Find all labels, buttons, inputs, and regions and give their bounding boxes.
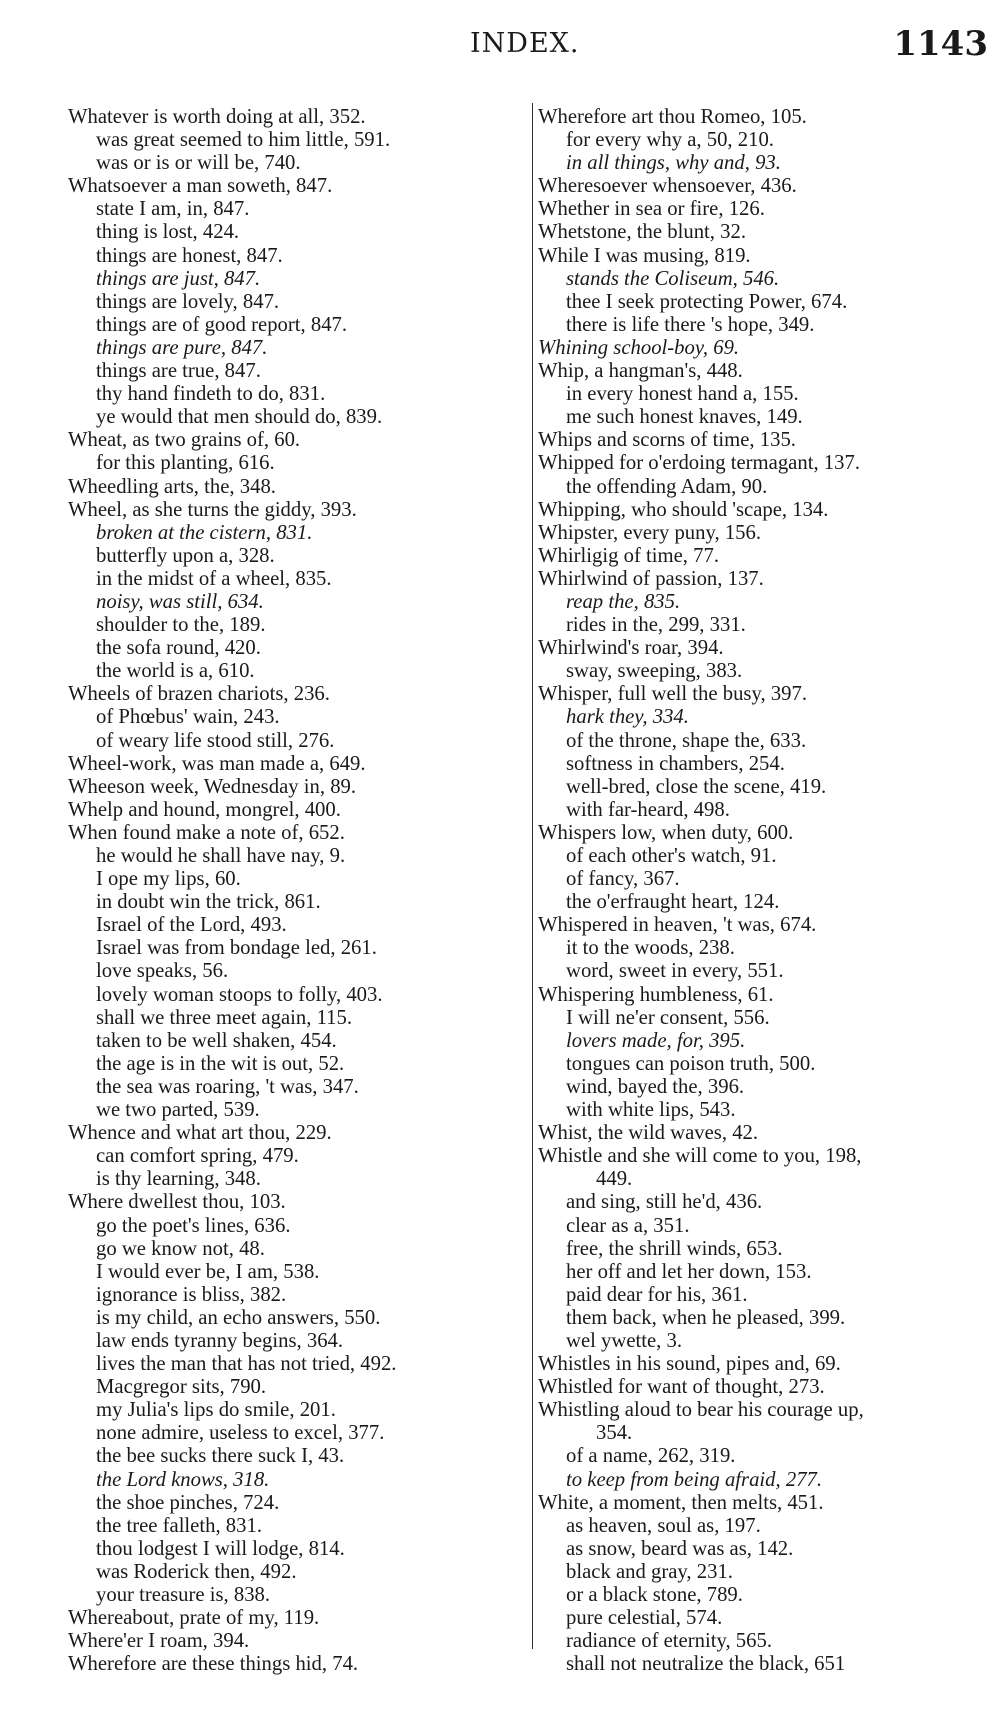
index-entry: Wheels of brazen chariots, 236. — [68, 683, 330, 706]
index-subentry: go the poet's lines, 636. — [96, 1214, 291, 1237]
index-subentry: Israel of the Lord, 493. — [96, 914, 287, 937]
index-subentry: thing is lost, 424. — [96, 221, 240, 244]
index-entry: Whatsoever a man soweth, 847. — [68, 175, 333, 198]
index-entry: Whispers low, when duty, 600. — [538, 821, 794, 844]
index-entry: Wheat, as two grains of, 60. — [68, 429, 301, 452]
index-subentry: pure celestial, 574. — [566, 1607, 723, 1630]
index-subentry: of the throne, shape the, 633. — [566, 729, 807, 752]
index-subentry: well-bred, close the scene, 419. — [566, 775, 827, 798]
index-entry: Wheedling arts, the, 348. — [68, 475, 276, 498]
index-subentry: wind, bayed the, 396. — [566, 1075, 745, 1098]
index-subentry: black and gray, 231. — [566, 1560, 733, 1583]
index-subentry: with white lips, 543. — [566, 1099, 736, 1122]
index-subentry: the sea was roaring, 't was, 347. — [96, 1075, 359, 1098]
index-subentry: Israel was from bondage led, 261. — [96, 937, 377, 960]
index-subentry: your treasure is, 838. — [96, 1584, 271, 1606]
index-subentry: with far-heard, 498. — [566, 798, 730, 821]
index-subentry: the sofa round, 420. — [96, 637, 261, 660]
index-entry: Where dwellest thou, 103. — [68, 1191, 286, 1214]
column-divider — [532, 103, 533, 1649]
index-subentry: the offending Adam, 90. — [566, 475, 768, 498]
index-subentry: is thy learning, 348. — [96, 1168, 261, 1191]
index-subentry: the tree falleth, 831. — [96, 1514, 263, 1537]
index-subentry: taken to be well shaken, 454. — [96, 1029, 337, 1052]
index-entry: Whip, a hangman's, 448. — [538, 360, 743, 383]
index-subentry: I ope my lips, 60. — [96, 868, 241, 891]
index-subentry: me such honest knaves, 149. — [566, 406, 803, 429]
index-subentry: lives the man that has not tried, 492. — [96, 1353, 397, 1376]
index-subentry: love speaks, 56. — [96, 960, 229, 983]
index-entry: Wherefore art thou Romeo, 105. — [538, 106, 807, 128]
index-subentry: wel ywette, 3. — [566, 1329, 683, 1352]
index-subentry: things are pure, 847. — [96, 336, 268, 359]
index-subentry: in the midst of a wheel, 835. — [96, 567, 332, 590]
index-entry: While I was musing, 819. — [538, 244, 751, 267]
index-entry: When found make a note of, 652. — [68, 821, 345, 844]
index-entry: Where'er I roam, 394. — [68, 1630, 250, 1653]
index-column-right — [538, 106, 993, 1676]
index-subentry: of Phœbus' wain, 243. — [96, 706, 280, 729]
index-subentry: things are true, 847. — [96, 360, 261, 383]
index-subentry: her off and let her down, 153. — [566, 1260, 812, 1283]
index-subentry: was great seemed to him little, 591. — [96, 129, 391, 152]
index-entry: Whirlwind's roar, 394. — [538, 637, 724, 660]
index-subentry: state I am, in, 847. — [96, 198, 250, 221]
index-subentry: radiance of eternity, 565. — [566, 1630, 773, 1653]
index-subentry: rides in the, 299, 331. — [566, 614, 746, 637]
index-subentry: of fancy, 367. — [566, 868, 680, 891]
index-entry: Whipped for o'erdoing termagant, 137. — [538, 452, 860, 475]
index-subentry: in all things, why and, 93. — [566, 152, 781, 175]
index-entry: Whispering humbleness, 61. — [538, 983, 774, 1006]
index-subentry: ignorance is bliss, 382. — [96, 1283, 287, 1306]
index-entry: Whistling aloud to bear his courage up, — [538, 1399, 864, 1422]
index-entry: Whence and what art thou, 229. — [68, 1122, 332, 1145]
index-subentry: things are honest, 847. — [96, 244, 283, 267]
index-subentry: is my child, an echo answers, 550. — [96, 1306, 381, 1329]
index-entry: Whistle and she will come to you, 198, — [538, 1145, 862, 1168]
index-subentry: and sing, still he'd, 436. — [566, 1191, 763, 1214]
index-subentry: reap the, 835. — [566, 590, 681, 613]
index-subentry: it to the woods, 238. — [566, 937, 735, 960]
index-subentry: as heaven, soul as, 197. — [566, 1514, 761, 1537]
page-number: 1143 — [893, 24, 988, 64]
index-subentry: thy hand findeth to do, 831. — [96, 383, 326, 406]
index-subentry: paid dear for his, 361. — [566, 1283, 748, 1306]
index-subentry: ye would that men should do, 839. — [96, 406, 383, 429]
index-subentry: hark they, 334. — [566, 706, 689, 729]
index-subentry: things are of good report, 847. — [96, 313, 348, 336]
index-subentry: for every why a, 50, 210. — [566, 129, 774, 152]
index-entry: White, a moment, then melts, 451. — [538, 1491, 824, 1514]
index-subentry: shall we three meet again, 115. — [96, 1006, 353, 1029]
index-entry: Whirlwind of passion, 137. — [538, 567, 764, 590]
index-entry: Whining school-boy, 69. — [538, 336, 740, 359]
index-subentry: or a black stone, 789. — [566, 1584, 743, 1606]
index-subentry: thee I seek protecting Power, 674. — [566, 290, 848, 313]
index-subentry: lovers made, for, 395. — [566, 1029, 746, 1052]
index-subentry: broken at the cistern, 831. — [96, 521, 313, 544]
index-subentry: the shoe pinches, 724. — [96, 1491, 280, 1514]
index-subentry: was Roderick then, 492. — [96, 1560, 297, 1583]
index-subentry: them back, when he pleased, 399. — [566, 1306, 846, 1329]
index-subentry: as snow, beard was as, 142. — [566, 1537, 794, 1560]
index-entry: Whelp and hound, mongrel, 400. — [68, 798, 341, 821]
index-subentry: I will ne'er consent, 556. — [566, 1006, 770, 1029]
index-subentry: Macgregor sits, 790. — [96, 1376, 267, 1399]
index-entry: Whist, the wild waves, 42. — [538, 1122, 759, 1145]
index-entry: Whipping, who should 'scape, 134. — [538, 498, 829, 521]
index-entry: Whetstone, the blunt, 32. — [538, 221, 746, 244]
index-subentry: go we know not, 48. — [96, 1237, 265, 1260]
index-entry: Whatever is worth doing at all, 352. — [68, 106, 366, 128]
index-entry: Whispered in heaven, 't was, 674. — [538, 914, 817, 937]
index-subentry: the age is in the wit is out, 52. — [96, 1052, 345, 1075]
index-subentry: word, sweet in every, 551. — [566, 960, 784, 983]
index-entry: Whisper, full well the busy, 397. — [538, 683, 808, 706]
index-entry: Whether in sea or fire, 126. — [538, 198, 765, 221]
index-entry: Wherefore are these things hid, 74. — [68, 1653, 359, 1676]
index-subentry: butterfly upon a, 328. — [96, 544, 275, 567]
index-subentry: in doubt win the trick, 861. — [96, 891, 321, 914]
index-subentry: lovely woman stoops to folly, 403. — [96, 983, 383, 1006]
index-subentry: none admire, useless to excel, 377. — [96, 1422, 385, 1445]
index-subentry: in every honest hand a, 155. — [566, 383, 799, 406]
page-header — [0, 24, 1000, 78]
index-subentry: can comfort spring, 479. — [96, 1145, 299, 1168]
index-subentry: clear as a, 351. — [566, 1214, 690, 1237]
index-subentry: tongues can poison truth, 500. — [566, 1052, 816, 1075]
index-column-left — [68, 106, 530, 1676]
index-entry-continuation: 449. — [596, 1168, 633, 1191]
running-title: INDEX. — [470, 28, 580, 59]
index-subentry: of a name, 262, 319. — [566, 1445, 736, 1468]
index-subentry: things are lovely, 847. — [96, 290, 280, 313]
index-entry: Whistles in his sound, pipes and, 69. — [538, 1353, 841, 1376]
index-subentry: law ends tyranny begins, 364. — [96, 1329, 344, 1352]
index-entry: Wheeson week, Wednesday in, 89. — [68, 775, 357, 798]
index-subentry: softness in chambers, 254. — [566, 752, 785, 775]
index-subentry: sway, sweeping, 383. — [566, 660, 743, 683]
index-subentry: we two parted, 539. — [96, 1099, 260, 1122]
index-entry: Whirligig of time, 77. — [538, 544, 719, 567]
index-subentry: noisy, was still, 634. — [96, 590, 264, 613]
index-entry: Wheresoever whensoever, 436. — [538, 175, 797, 198]
index-subentry: there is life there 's hope, 349. — [566, 313, 815, 336]
index-subentry: shall not neutralize the black, 651 — [566, 1653, 846, 1676]
index-subentry: the bee sucks there suck I, 43. — [96, 1445, 345, 1468]
index-subentry: my Julia's lips do smile, 201. — [96, 1399, 336, 1422]
index-entry: Whereabout, prate of my, 119. — [68, 1607, 320, 1630]
index-subentry: shoulder to the, 189. — [96, 614, 266, 637]
index-subentry: thou lodgest I will lodge, 814. — [96, 1537, 345, 1560]
index-subentry: the world is a, 610. — [96, 660, 255, 683]
index-entry: Whipster, every puny, 156. — [538, 521, 762, 544]
index-subentry: the o'erfraught heart, 124. — [566, 891, 780, 914]
index-subentry: of weary life stood still, 276. — [96, 729, 335, 752]
index-subentry: he would he shall have nay, 9. — [96, 845, 346, 867]
index-subentry: free, the shrill winds, 653. — [566, 1237, 783, 1260]
index-entry-continuation: 354. — [596, 1422, 633, 1445]
index-subentry: to keep from being afraid, 277. — [566, 1468, 823, 1491]
index-entry: Wheel-work, was man made a, 649. — [68, 752, 366, 775]
index-subentry: things are just, 847. — [96, 267, 261, 290]
index-entry: Wheel, as she turns the giddy, 393. — [68, 498, 357, 521]
index-entry: Whips and scorns of time, 135. — [538, 429, 796, 452]
index-subentry: was or is or will be, 740. — [96, 152, 301, 175]
index-entry: Whistled for want of thought, 273. — [538, 1376, 825, 1399]
index-subentry: the Lord knows, 318. — [96, 1468, 270, 1491]
index-subentry: stands the Coliseum, 546. — [566, 267, 780, 290]
index-subentry: for this planting, 616. — [96, 452, 275, 475]
index-subentry: I would ever be, I am, 538. — [96, 1260, 320, 1283]
index-subentry: of each other's watch, 91. — [566, 845, 777, 867]
